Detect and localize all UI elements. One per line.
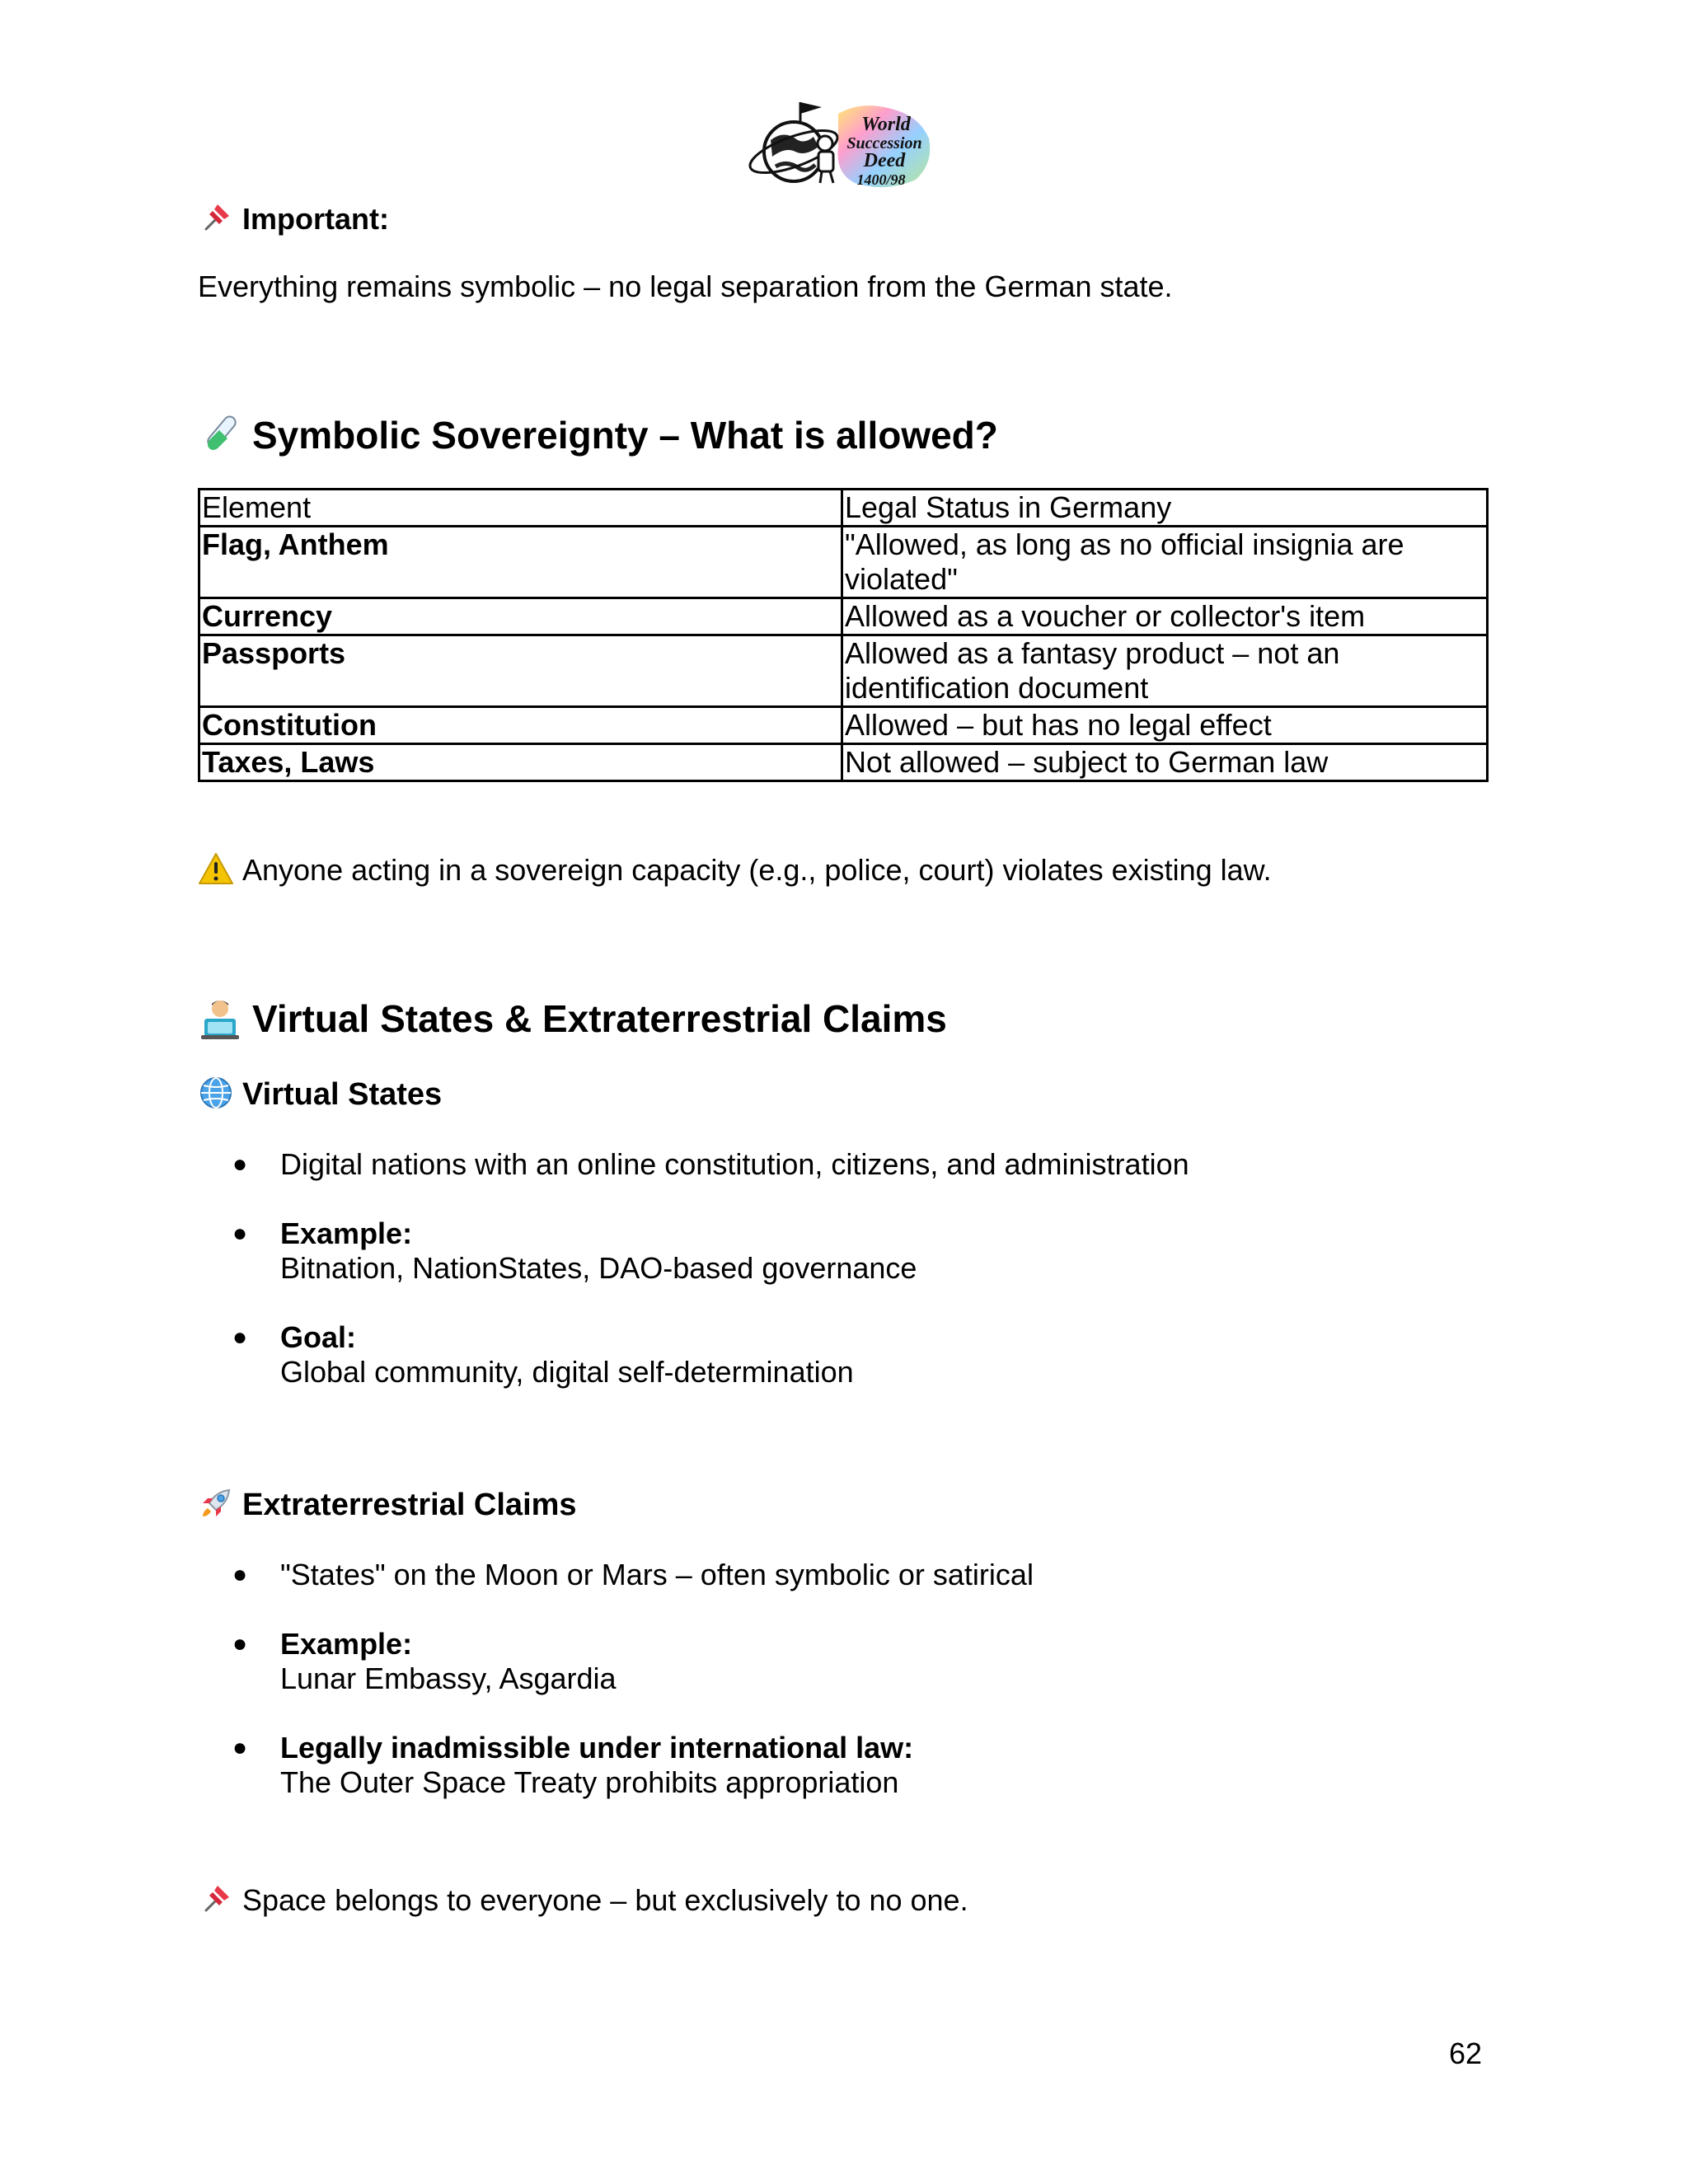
extraterrestrial-list: [198, 1558, 1034, 1835]
list-item-text: ● Digital nations with an online constitution, citizens, and administration: [280, 1147, 1189, 1181]
table-cell-status: "Allowed, as long as no official insignia are violated": [842, 527, 1488, 598]
table-cell-element: Currency: [199, 598, 842, 635]
warning-icon: [198, 851, 234, 887]
list-item: [198, 1320, 1189, 1390]
world-succession-deed-logo: [746, 97, 935, 193]
section-virtual-heading: [198, 996, 947, 1042]
table-header-status: Legal Status in Germany: [842, 490, 1488, 527]
list-item-text: Global community, digital self-determination: [280, 1355, 854, 1389]
globe-icon: [198, 1075, 234, 1111]
table-row: [199, 527, 1488, 598]
table-row: [199, 598, 1488, 635]
pushpin-icon: [198, 1881, 234, 1917]
table-cell-element: Flag, Anthem: [199, 527, 842, 598]
section-sovereignty-title: Symbolic Sovereignty – What is allowed?: [252, 414, 998, 457]
closing-note: [198, 1881, 968, 1919]
table-row: [199, 744, 1488, 781]
list-item-label: ● Goal:: [280, 1320, 357, 1354]
extraterrestrial-title-row: [198, 1485, 577, 1525]
table-cell-status: Allowed – but has no legal effect: [842, 707, 1488, 744]
test-tube-icon: [198, 412, 242, 457]
extraterrestrial-title: Extraterrestrial Claims: [242, 1488, 577, 1522]
warning-text: Anyone acting in a sovereign capacity (e.g., police, court) violates existing law.: [242, 853, 1272, 887]
list-item-text: Bitnation, NationStates, DAO-based governance: [280, 1251, 917, 1285]
table-cell-element: Taxes, Laws: [199, 744, 842, 781]
list-item: [198, 1216, 1189, 1286]
important-heading: [198, 199, 389, 237]
section-sovereignty-title-row: [198, 412, 998, 458]
page-number: 62: [1448, 2036, 1482, 2070]
list-item-label: ● Legally inadmissible under international law:: [280, 1731, 914, 1765]
pushpin-icon: [198, 199, 234, 236]
logo-graphic: [746, 97, 935, 193]
virtual-states-title: Virtual States: [242, 1077, 443, 1112]
table-row: [199, 707, 1488, 744]
table-cell-element: Constitution: [199, 707, 842, 744]
table-cell-status: Allowed as a voucher or collector's item: [842, 598, 1488, 635]
extraterrestrial-heading: [198, 1485, 577, 1525]
table-cell-element: Passports: [199, 635, 842, 707]
table-header-element: Element: [199, 490, 842, 527]
list-item-label: ● Example:: [280, 1627, 413, 1661]
list-item: [198, 1731, 1034, 1800]
warning-note: [198, 851, 1272, 888]
section-virtual-title: Virtual States & Extraterrestrial Claims: [252, 997, 947, 1040]
virtual-states-title-row: [198, 1075, 442, 1114]
svg-text:World: World: [861, 114, 911, 135]
virtual-states-heading: [198, 1075, 442, 1114]
legal-status-table: [198, 488, 1489, 782]
list-item-text: The Outer Space Treaty prohibits appropriation: [280, 1765, 899, 1799]
closing-text: Space belongs to everyone – but exclusively to no one.: [242, 1883, 968, 1917]
section-sovereignty-heading: [198, 412, 998, 458]
rocket-icon: [198, 1485, 234, 1521]
table-header-row: [199, 490, 1488, 527]
list-item-text: ● "States" on the Moon or Mars – often symbolic or satirical: [280, 1558, 1034, 1591]
table-cell-status: Allowed as a fantasy product – not an identification document: [842, 635, 1488, 707]
virtual-states-list: [198, 1147, 1189, 1424]
list-item: [198, 1558, 1034, 1592]
table-row: [199, 635, 1488, 707]
list-item: [198, 1147, 1189, 1182]
svg-text:1400/98: 1400/98: [856, 171, 906, 188]
important-label: Important:: [242, 202, 389, 236]
section-virtual-title-row: [198, 996, 947, 1042]
svg-text:Deed: Deed: [863, 150, 906, 171]
svg-text:Succession: Succession: [846, 134, 922, 152]
technologist-icon: [198, 996, 242, 1040]
list-item-label: ● Example:: [280, 1216, 413, 1250]
table-cell-status: Not allowed – subject to German law: [842, 744, 1488, 781]
list-item: [198, 1627, 1034, 1696]
list-item-text: Lunar Embassy, Asgardia: [280, 1661, 617, 1695]
important-text: Everything remains symbolic – no legal separation from the German state.: [198, 269, 1173, 303]
